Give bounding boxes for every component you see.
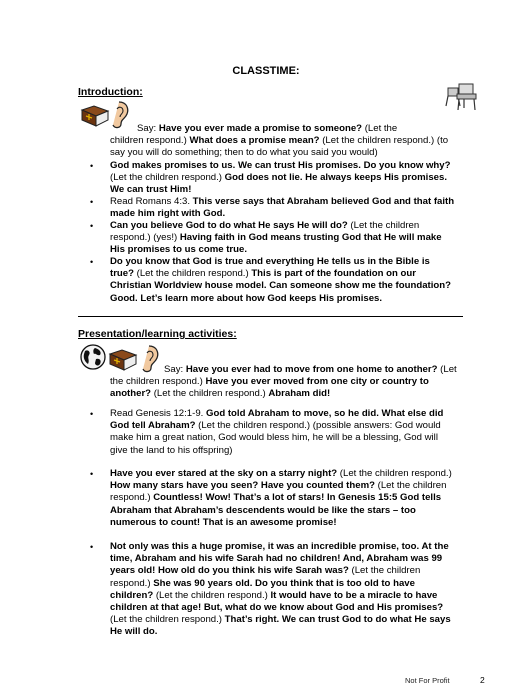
bold-text-run: Countless! Wow! That’s a lot of stars! In Genesis 15:5 God tells (153, 492, 442, 504)
bold-text-run: Have you ever made a promise to someone? (158, 123, 363, 134)
text-run: (Let the (362, 123, 398, 134)
bold-text-run: God does not lie. He always keeps His promises. (224, 172, 448, 184)
bold-text-run: His promises to us come true. (110, 244, 248, 256)
text-line (110, 445, 505, 457)
text-line (110, 388, 505, 400)
bold-text-run: time, Abraham and his wife Sarah had no children! And, Abraham was 99 (110, 553, 443, 565)
text-line (110, 268, 500, 280)
text-line (110, 553, 505, 565)
bold-text-run: Having faith in God means trusting God that He will make (179, 232, 442, 244)
text-line (110, 420, 505, 432)
text-line (110, 184, 500, 196)
bible-icon (108, 348, 138, 374)
bold-text-run: another? (110, 388, 152, 400)
footer-note: Not For Profit (405, 676, 450, 685)
bold-text-run: We can trust Him! (110, 184, 192, 196)
text-run: (Let the children respond.) (to (319, 135, 449, 146)
text-line (110, 626, 505, 638)
bold-text-run: Have you ever moved from one city or country to (205, 376, 429, 387)
text-line (110, 590, 505, 602)
text-run: (Let (437, 364, 457, 375)
text-line (110, 432, 505, 444)
text-run: Read Romans 4:3. (110, 196, 193, 207)
intro-bullet-2: • Read Romans 4:3. This verse says that Abraham believed God and that faith made him right with God. (110, 196, 500, 220)
intro-bullet-4: • Do you know that God is true and everything He tells us in the Bible is true? (Let the children respond.) This is part of the foundation on our Christian Worldview house model. Can someone show me the foundation? Good. Let’s learn more about how God keeps His promises. (110, 256, 500, 305)
bold-text-run: Christian Worldview house model. Can someone show me the foundation? (110, 280, 451, 292)
bible-icon (80, 104, 110, 130)
bold-text-run: Have you ever stared at the sky on a starry night? (110, 468, 338, 479)
text-line (110, 505, 505, 517)
presentation-bullet-3: • Not only was this a huge promise, it was an incredible promise, too. At the time, Abraham and his wife Sarah had no children! And, Abraham was 99 years old! How old do you think his wife Sarah was? (Let the children respond.) She was 90 years old. Do you think that is too old to have children? (Let the children respond.) It would have to be a miracle to have children at that age! But, what do we know about God and His promises? (Let the children respond.) That’s right. We can trust God to do what He says He will do. (110, 541, 505, 639)
text-line (110, 220, 500, 232)
bold-text-run: How many stars have you seen? Have you counted them? (110, 480, 375, 492)
text-line (110, 280, 500, 292)
text-run: respond.) (110, 492, 154, 504)
text-run: children respond.) (110, 135, 190, 146)
text-line (110, 408, 505, 420)
bold-text-run: That’s right. We can trust God to do what He says (224, 614, 451, 626)
intro-say-paragraph (137, 123, 497, 135)
text-line (110, 244, 500, 256)
text-line (110, 578, 505, 590)
text-run: the children respond.) (110, 376, 206, 387)
presentation-bullet-2: • Have you ever stared at the sky on a starry night? (Let the children respond.) How many stars have you seen? Have you counted them? (Let the children respond.) Countless! Wow! That’s a lot of stars! In Genesis 15:5 God tells Abraham that Abraham’s descendents would be like the stars – too numerous to count! That is an awesome promise! (110, 468, 505, 529)
text-line (110, 541, 505, 553)
text-line (110, 147, 500, 159)
bold-text-run: true? (110, 268, 134, 280)
text-run: (Let the children respond.) (133, 268, 252, 280)
text-run: Read Genesis 12:1-9. (110, 408, 206, 419)
text-line (110, 480, 505, 492)
section-divider (78, 316, 463, 317)
intro-bullet-3: • Can you believe God to do what He says He will do? (Let the children respond.) (yes!) Having faith in God means trusting God that He will make His promises to us come true. (110, 220, 500, 257)
text-run: (Let the children respond.) (110, 172, 225, 184)
text-run: (Let the children respond.) (151, 388, 269, 400)
text-line (110, 468, 505, 480)
bold-text-run: This is part of the foundation on our (251, 268, 416, 280)
page-number: 2 (480, 675, 485, 685)
text-line (110, 614, 505, 626)
bold-text-run: years old! How old do you think his wife Sarah was? (110, 565, 349, 577)
bold-text-run: It would have to be a miracle to have (270, 589, 438, 601)
text-run: (Let the children respond.) (337, 468, 452, 479)
bold-text-run: Abraham did! (268, 388, 331, 400)
text-run: (Let the children (348, 565, 421, 577)
text-line (110, 565, 505, 577)
bold-text-run: Not only was this a huge promise, it was an incredible promise, too. At the (110, 541, 449, 552)
bold-text-run: children at that age! But, what do we know about God and His promises? (110, 602, 444, 614)
presentation-heading: Presentation/learning activities: (78, 328, 237, 340)
globe-icon (78, 343, 108, 371)
text-run: say you will do something; then to do what you said you would) (110, 147, 378, 159)
bold-text-run: made him right with God. (110, 208, 226, 220)
text-line (110, 160, 500, 172)
presentation-say-paragraph (164, 364, 504, 376)
text-line (110, 602, 505, 614)
bold-text-run: She was 90 years old. Do you think that is too old to have (153, 577, 415, 589)
text-line (110, 232, 500, 244)
text-run: (Let the children (374, 480, 447, 492)
bold-text-run: numerous to count! That is an awesome promise! (110, 516, 337, 528)
text-line (110, 208, 500, 220)
classroom-desk-icon (444, 82, 478, 112)
bold-text-run: Do you know that God is true and everything He tells us in the Bible is (110, 256, 430, 267)
text-run: (Let the children (347, 220, 420, 231)
bold-text-run: God makes promises to us. We can trust His promises. Do you know why? (110, 160, 451, 171)
bold-text-run: Abraham that Abraham’s descendents would be like the stars – too (110, 504, 416, 516)
text-line (110, 293, 500, 305)
text-line (110, 376, 505, 388)
bold-text-run: God told Abraham to move, so he did. What else did (206, 408, 444, 419)
bold-text-run: children? (110, 589, 154, 601)
presentation-bullet-1: • Read Genesis 12:1-9. God told Abraham to move, so he did. What else did God tell Abraham? (Let the children respond.) (possible answers: God would make him a great nation, God would bless him, he will be a blessing, God will give the land to his offspring) (110, 408, 505, 457)
text-run: (Let the children respond.) (possible answers: God would (195, 420, 441, 432)
text-run: respond.) (yes!) (110, 232, 180, 244)
bold-text-run: What does a promise mean? (189, 135, 320, 146)
text-line (164, 364, 504, 376)
text-line (137, 123, 497, 135)
bold-text-run: Have you ever had to move from one home to another? (185, 364, 438, 375)
ear-icon (108, 100, 130, 130)
text-run: Say: (164, 364, 186, 375)
text-run: (Let the children respond.) (110, 614, 225, 626)
text-run: respond.) (110, 577, 154, 589)
text-line (110, 172, 500, 184)
bold-text-run: He will do. (110, 626, 158, 638)
bold-text-run: Can you believe God to do what He says He will do? (110, 220, 348, 231)
ear-icon (138, 344, 160, 374)
bold-text-run: God tell Abraham? (110, 420, 196, 432)
text-line (110, 196, 500, 208)
introduction-heading: Introduction: (78, 86, 143, 98)
intro-bullet-1: • God makes promises to us. We can trust His promises. Do you know why? (Let the children respond.) God does not lie. He always keeps His promises. We can trust Him! (110, 160, 500, 197)
bold-text-run: Good. Let’s learn more about how God keeps His promises. (110, 292, 383, 304)
text-line (110, 135, 500, 147)
text-run: (Let the children respond.) (153, 589, 271, 601)
text-run: give the land to his offspring) (110, 444, 233, 456)
text-line (110, 256, 500, 268)
text-run: Say: (137, 123, 159, 134)
text-line (110, 517, 505, 529)
text-run: make him a great nation, God would bless him, he will be a blessing, God will (110, 432, 438, 444)
text-line (110, 492, 505, 504)
intro-say-paragraph-cont (110, 135, 500, 159)
presentation-say-paragraph-cont (110, 376, 505, 400)
bold-text-run: This verse says that Abraham believed God and that faith (192, 196, 455, 207)
page-title: CLASSTIME: (232, 65, 300, 77)
